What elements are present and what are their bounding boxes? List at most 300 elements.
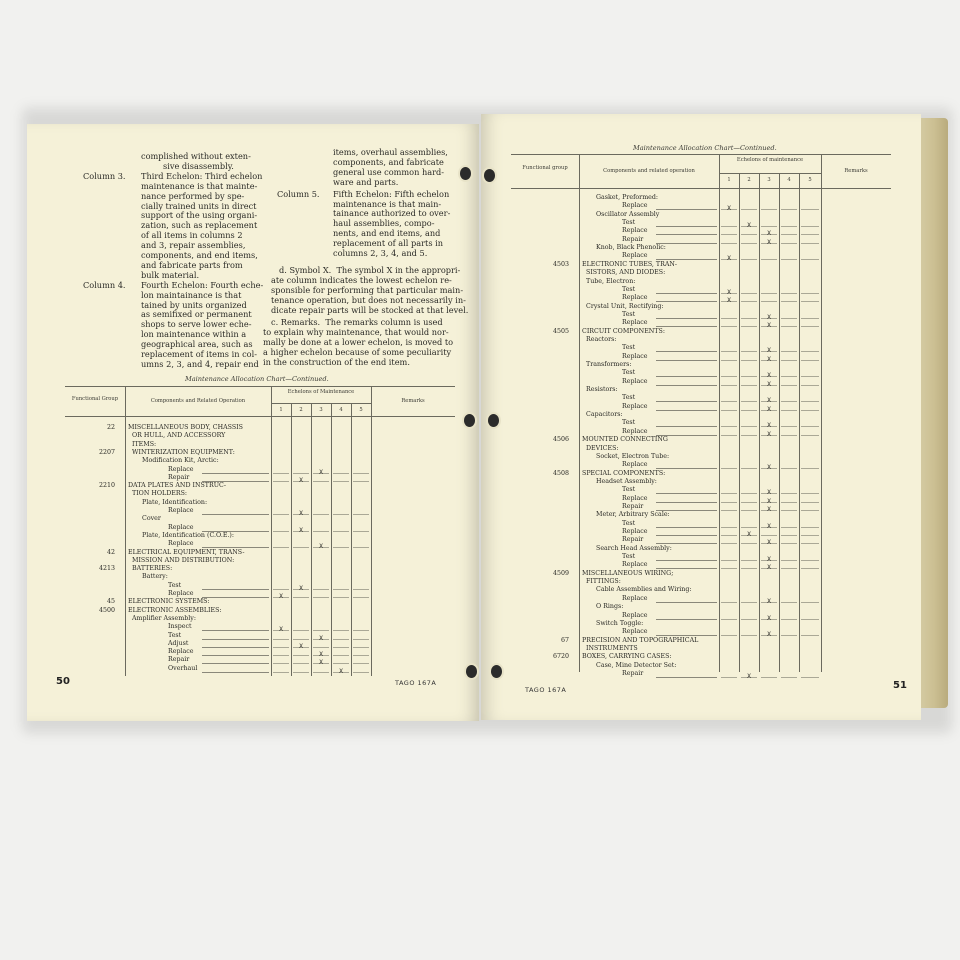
- row-code: 45: [106, 598, 115, 606]
- table-row: [511, 670, 891, 678]
- echelon-mark-x: X: [299, 583, 303, 592]
- text-line: in the construction of the end item.: [263, 356, 410, 367]
- row-name: Amplifier Assembly:: [132, 614, 196, 622]
- row-name: Repair: [622, 536, 644, 544]
- text-line: maintenance is that mainte-: [141, 180, 258, 191]
- row-name: INSTRUMENTS: [586, 644, 638, 652]
- text-line: sive disassembly.: [163, 160, 234, 171]
- table-row: [65, 590, 455, 598]
- table-rule: [271, 403, 371, 404]
- row-name: BOXES, CARRYING CASES:: [582, 653, 672, 661]
- row-name: MISCELLANEOUS BODY, CHASSIS: [128, 424, 243, 431]
- row-name: ELECTRONIC ASSEMBLIES:: [128, 606, 222, 614]
- echelon-mark-x: X: [727, 204, 731, 213]
- echelon-mark-x: X: [319, 542, 323, 551]
- table-row: [511, 561, 891, 572]
- row-name: Replace: [622, 528, 648, 535]
- row-code: 4503: [552, 260, 569, 268]
- binder-hole-bottom-left: [466, 665, 477, 678]
- header-echelons: Echelons of maintenance: [736, 157, 804, 163]
- table-row: [511, 495, 891, 503]
- row-code: 4509: [552, 569, 569, 577]
- binder-hole-bottom-right: [491, 665, 502, 678]
- echelon-mark-x: X: [767, 504, 771, 513]
- echelon-mark-x: X: [767, 371, 771, 380]
- row-code: 2210: [98, 482, 115, 490]
- table-row: [511, 336, 891, 344]
- row-code: 2207: [98, 448, 115, 456]
- text-line: columns 2, 3, 4, and 5.: [333, 248, 428, 258]
- row-name: DEVICES:: [586, 444, 619, 452]
- row-name: Replace: [168, 648, 194, 656]
- table-row: [65, 640, 455, 648]
- table-row: [511, 520, 891, 528]
- table-row: [65, 540, 455, 551]
- row-code: 67: [560, 636, 569, 644]
- table-row: [511, 595, 891, 603]
- echelon-mark-x: X: [299, 525, 303, 534]
- row-name: ITEMS:: [132, 440, 157, 448]
- table-row: [511, 553, 891, 564]
- row-name: Transformers:: [586, 361, 632, 368]
- table-row: [511, 294, 891, 305]
- echelon-mark-x: X: [767, 538, 771, 547]
- row-name: Repair: [168, 473, 190, 481]
- row-name: Reactors:: [586, 335, 617, 343]
- text-line: replacement of all parts in: [333, 238, 444, 249]
- right-footer: TAGO 167A: [525, 686, 567, 694]
- text-line: components, and fabricate: [333, 156, 444, 167]
- table-row: [65, 532, 455, 540]
- header-echelon-1: 1: [727, 177, 731, 183]
- text-line: support of the using organi-: [141, 210, 258, 221]
- text-line: complished without exten-: [141, 151, 251, 161]
- row-name: Resistors:: [586, 386, 618, 394]
- table-rule: [719, 173, 821, 174]
- right-page: [481, 114, 921, 720]
- table-row: [511, 361, 891, 369]
- table-row: [511, 353, 891, 361]
- binder-hole-mid-right: [488, 414, 499, 427]
- text-line: mally be done at a lower echelon, is moved to: [263, 336, 454, 347]
- cell-rule: [761, 677, 777, 678]
- echelon-mark-x: X: [767, 488, 771, 497]
- row-name: Replace: [622, 377, 648, 385]
- text-line: ate column indicates the lowest echelon re-: [271, 274, 452, 285]
- table-row: [65, 648, 455, 659]
- row-name: OR HULL, AND ACCESSORY: [132, 432, 226, 440]
- echelon-mark-x: X: [299, 641, 303, 650]
- text-line: d. Symbol X. The symbol X in the appropri-: [279, 265, 461, 275]
- text-line: items, overhaul assemblies,: [333, 147, 448, 157]
- text-line: and fabricate parts from: [141, 259, 243, 270]
- table-row: [65, 656, 455, 667]
- row-name: Search Head Assembly:: [596, 544, 672, 552]
- row-name: Replace: [622, 628, 648, 636]
- row-name: Replace: [168, 465, 194, 473]
- table-row: [511, 603, 891, 611]
- table-row: [511, 261, 891, 269]
- row-name: Test: [168, 581, 182, 589]
- table-row: [511, 369, 891, 380]
- table-row: [511, 394, 891, 405]
- table-row: [65, 524, 455, 532]
- left-page: [27, 124, 479, 721]
- table-row: [511, 403, 891, 411]
- table-row: [65, 557, 455, 565]
- echelon-mark-x: X: [727, 254, 731, 263]
- row-name: Test: [622, 369, 636, 377]
- table-row: [511, 486, 891, 497]
- right-page-number: 51: [893, 680, 907, 691]
- text-line: umns 2, 3, and 4, repair end: [141, 358, 259, 369]
- header-echelon-3: 3: [319, 407, 323, 413]
- table-row: [511, 478, 891, 486]
- header-remarks: Remarks: [401, 398, 425, 404]
- row-name: Switch Toggle:: [596, 619, 644, 627]
- header-echelon-2: 2: [299, 407, 303, 413]
- leader-line: [202, 672, 269, 673]
- table-row: [65, 615, 455, 623]
- row-name: Inspect: [168, 623, 192, 631]
- table-row: [511, 419, 891, 430]
- text-line: as semifixed or permanent: [141, 309, 252, 320]
- leader-line: [656, 677, 717, 678]
- row-name: Meter, Arbitrary Scale:: [596, 511, 670, 519]
- table-row: [65, 474, 455, 482]
- row-name: SISTORS, AND DIODES:: [586, 269, 666, 277]
- column-label: Column 4.: [83, 279, 126, 290]
- table-row: [511, 628, 891, 639]
- table-row: [511, 536, 891, 547]
- text-line: general use common hard-: [333, 166, 445, 177]
- row-name: Plate, Identification:: [142, 498, 208, 506]
- text-line: and 3, repair assemblies,: [141, 240, 246, 251]
- row-name: Case, Mine Detector Set:: [596, 661, 677, 669]
- row-name: Repair: [168, 656, 190, 664]
- text-line: haul assemblies, compo-: [333, 218, 435, 229]
- right-chart-caption: Maintenance Allocation Chart—Continued.: [633, 144, 777, 152]
- text-line: tained by units organized: [141, 299, 247, 310]
- row-name: Replace: [622, 461, 648, 469]
- cell-rule: [801, 677, 819, 678]
- text-line: components, and end items,: [141, 250, 258, 260]
- echelon-mark-x: X: [767, 596, 771, 605]
- echelon-mark-x: X: [747, 671, 751, 680]
- table-row: [65, 598, 455, 606]
- text-line: maintenance is that main-: [333, 198, 442, 209]
- header-echelon-4: 4: [787, 177, 791, 183]
- row-name: Test: [622, 285, 636, 293]
- header-echelon-4: 4: [339, 407, 343, 413]
- row-name: Test: [622, 310, 636, 318]
- text-line: lon maintenance within a: [141, 329, 247, 340]
- table-row: [65, 515, 455, 523]
- row-name: Gasket, Preformed:: [596, 194, 659, 201]
- row-name: Plate, Identification (C.O.E.):: [142, 531, 235, 539]
- row-name: MISSION AND DISTRIBUTION:: [132, 556, 235, 564]
- row-name: FITTINGS:: [586, 578, 621, 586]
- header-echelon-1: 1: [279, 407, 283, 413]
- row-name: Repair: [622, 669, 644, 677]
- table-row: [65, 499, 455, 507]
- table-row: [511, 645, 891, 653]
- cell-rule: [313, 672, 329, 673]
- table-row: [65, 441, 455, 449]
- row-name: Test: [622, 344, 636, 352]
- cell-rule: [293, 672, 309, 673]
- table-row: [511, 303, 891, 311]
- text-line: tainance authorized to over-: [333, 208, 451, 219]
- table-row: [511, 503, 891, 511]
- echelon-mark-x: X: [767, 521, 771, 530]
- binder-hole-top-right: [484, 169, 495, 182]
- table-row: [511, 637, 891, 645]
- row-name: Replace: [622, 427, 648, 435]
- table-row: [65, 582, 455, 590]
- table-row: [511, 461, 891, 472]
- text-line: cially trained units in direct: [141, 200, 257, 211]
- echelon-mark-x: X: [299, 509, 303, 517]
- table-row: [65, 623, 455, 634]
- row-code: 4506: [552, 436, 569, 444]
- echelon-mark-x: X: [727, 287, 731, 296]
- row-name: Test: [622, 219, 636, 227]
- row-code: 4500: [98, 606, 115, 614]
- row-name: Test: [168, 631, 182, 639]
- left-page-number: 50: [56, 676, 70, 687]
- table-row: [65, 565, 455, 573]
- table-row: [511, 470, 891, 478]
- row-name: Socket, Electron Tube:: [596, 452, 670, 460]
- table-row: [65, 607, 455, 615]
- text-line: nents, and end items, and: [333, 228, 441, 239]
- left-maintenance-table: [65, 386, 455, 676]
- column-label: Column 3.: [83, 170, 126, 181]
- table-rule: [65, 416, 455, 417]
- binder-hole-mid-left: [464, 414, 475, 427]
- table-row: [511, 344, 891, 355]
- table-row: [65, 573, 455, 581]
- row-name: Capacitors:: [586, 411, 623, 419]
- echelon-mark-x: X: [767, 312, 771, 321]
- table-row: [511, 428, 891, 436]
- row-name: Replace: [622, 611, 648, 619]
- table-row: [511, 278, 891, 286]
- table-row: [511, 319, 891, 330]
- echelon-mark-x: X: [767, 630, 771, 639]
- row-name: SPECIAL COMPONENTS:: [582, 469, 666, 477]
- text-line: to explain why maintenance, that would nor-: [263, 326, 449, 337]
- row-name: BATTERIES:: [132, 565, 173, 573]
- echelon-mark-x: X: [767, 404, 771, 413]
- table-row: [511, 586, 891, 594]
- header-functional-group: Functional Group: [71, 396, 119, 402]
- binder-hole-top-left: [460, 167, 471, 180]
- echelon-mark-x: X: [319, 650, 323, 659]
- echelon-mark-x: X: [767, 346, 771, 355]
- row-name: Replace: [622, 494, 648, 502]
- text-line: bulk material.: [141, 269, 200, 280]
- row-name: Repair: [622, 502, 644, 510]
- echelon-mark-x: X: [339, 666, 343, 675]
- row-name: Replace: [622, 402, 648, 410]
- row-name: Replace: [622, 252, 648, 260]
- row-name: Test: [622, 394, 636, 402]
- table-rule: [65, 386, 455, 387]
- table-row: [511, 612, 891, 620]
- table-row: [65, 482, 455, 490]
- text-line: Fourth Echelon: Fourth eche-: [141, 279, 264, 290]
- table-row: [65, 424, 455, 432]
- header-functional-group: Functional group: [522, 165, 568, 171]
- row-code: 4508: [552, 469, 569, 477]
- right-maintenance-table: [511, 154, 891, 680]
- echelon-mark-x: X: [319, 658, 323, 667]
- row-name: MOUNTED CONNECTING: [582, 436, 668, 444]
- table-row: [65, 432, 455, 440]
- echelon-mark-x: X: [767, 229, 771, 238]
- left-footer: TAGO 167A: [395, 679, 437, 687]
- echelon-mark-x: X: [767, 237, 771, 246]
- row-name: Knob, Black Phenolic:: [596, 244, 666, 252]
- row-code: 6720: [552, 653, 569, 661]
- header-echelon-5: 5: [808, 177, 812, 183]
- echelon-mark-x: X: [279, 625, 283, 634]
- table-row: [65, 549, 455, 557]
- row-name: Test: [622, 553, 636, 561]
- text-line: replacement of items in col-: [141, 349, 257, 359]
- header-components: Components and Related Operation: [150, 398, 246, 404]
- table-row: [511, 252, 891, 263]
- echelon-mark-x: X: [767, 354, 771, 363]
- row-name: Test: [622, 486, 636, 494]
- text-line: Fifth Echelon: Fifth echelon: [333, 188, 450, 199]
- header-echelon-2: 2: [747, 177, 751, 183]
- table-row: [511, 378, 891, 386]
- text-line: of all items in columns 2: [141, 230, 243, 241]
- row-name: ELECTRICAL EQUIPMENT, TRANS-: [128, 548, 245, 556]
- row-name: ELECTRONIC TUBES, TRAN-: [582, 260, 678, 268]
- echelon-mark-x: X: [767, 563, 771, 572]
- table-row: [511, 269, 891, 277]
- text-line: ware and parts.: [333, 176, 399, 187]
- echelon-mark-x: X: [319, 633, 323, 642]
- row-name: Battery:: [142, 573, 168, 581]
- column-label: Column 5.: [277, 188, 320, 199]
- table-row: [511, 227, 891, 238]
- table-row: [511, 286, 891, 294]
- row-name: Replace: [622, 594, 648, 602]
- table-row: [511, 211, 891, 219]
- row-name: DATA PLATES AND INSTRUC-: [128, 482, 227, 490]
- echelon-mark-x: X: [767, 463, 771, 472]
- row-name: Replace: [622, 561, 648, 569]
- row-name: MISCELLANEOUS WIRING;: [582, 569, 674, 577]
- table-row: [511, 578, 891, 586]
- text-line: c. Remarks. The remarks column is used: [271, 317, 443, 327]
- header-components: Components and related operation: [603, 168, 695, 174]
- row-name: Crystal Unit, Rectifying:: [586, 302, 664, 310]
- row-name: Replace: [622, 202, 648, 210]
- table-row: [65, 466, 455, 474]
- row-name: Test: [622, 419, 636, 427]
- echelon-mark-x: X: [279, 592, 283, 600]
- row-name: Replace: [622, 294, 648, 302]
- row-code: 4213: [98, 565, 115, 573]
- echelon-mark-x: X: [299, 475, 303, 484]
- table-rule: [511, 188, 891, 189]
- table-row: [511, 453, 891, 461]
- row-name: CIRCUIT COMPONENTS:: [582, 327, 665, 335]
- table-row: [511, 545, 891, 553]
- text-line: zation, such as replacement: [141, 220, 258, 231]
- echelon-mark-x: X: [319, 467, 323, 476]
- row-name: Overhaul: [168, 664, 198, 672]
- row-name: Replace: [168, 507, 194, 514]
- row-code: 42: [106, 548, 115, 556]
- row-name: TION HOLDERS:: [132, 490, 188, 498]
- header-remarks: Remarks: [844, 168, 868, 174]
- cell-rule: [781, 677, 797, 678]
- cell-rule: [721, 677, 737, 678]
- row-name: Replace: [622, 352, 648, 360]
- table-row: [65, 507, 455, 515]
- row-name: Oscillator Assembly: [596, 210, 660, 218]
- header-echelon-3: 3: [767, 177, 771, 183]
- table-row: [65, 449, 455, 457]
- echelon-mark-x: X: [767, 496, 771, 505]
- table-row: [65, 665, 455, 673]
- table-rule: [511, 154, 891, 155]
- table-row: [511, 236, 891, 244]
- row-name: Adjust: [168, 639, 189, 647]
- table-row: [511, 445, 891, 453]
- row-name: PRECISION AND TOPOGRAPHICAL: [582, 636, 699, 644]
- text-line: Third Echelon: Third echelon: [141, 170, 263, 181]
- echelon-mark-x: X: [767, 321, 771, 330]
- echelon-mark-x: X: [767, 555, 771, 564]
- echelon-mark-x: X: [747, 221, 751, 230]
- row-name: Modification Kit, Arctic:: [142, 457, 219, 465]
- row-name: Cover: [142, 515, 161, 523]
- cell-rule: [273, 672, 289, 673]
- echelon-mark-x: X: [767, 379, 771, 388]
- table-row: [511, 411, 891, 419]
- header-echelon-5: 5: [359, 407, 363, 413]
- row-name: Cable Assemblies and Wiring:: [596, 586, 692, 594]
- table-row: [511, 328, 891, 336]
- table-row: [65, 632, 455, 640]
- row-name: Replace: [622, 227, 648, 235]
- echelon-mark-x: X: [767, 421, 771, 430]
- echelon-mark-x: X: [767, 396, 771, 405]
- header-echelons: Echelons of Maintenance: [287, 389, 355, 395]
- text-line: a higher echelon because of some peculiarity: [263, 346, 452, 357]
- echelon-mark-x: X: [727, 296, 731, 305]
- table-row: [511, 620, 891, 628]
- table-row: [511, 194, 891, 202]
- table-row: [511, 653, 891, 661]
- table-row: [511, 386, 891, 394]
- text-line: shops to serve lower eche-: [141, 319, 252, 330]
- table-row: [65, 457, 455, 465]
- row-name: Test: [622, 519, 636, 527]
- row-name: Repair: [622, 235, 644, 243]
- table-row: [511, 436, 891, 444]
- echelon-mark-x: X: [767, 429, 771, 438]
- table-row: [511, 219, 891, 230]
